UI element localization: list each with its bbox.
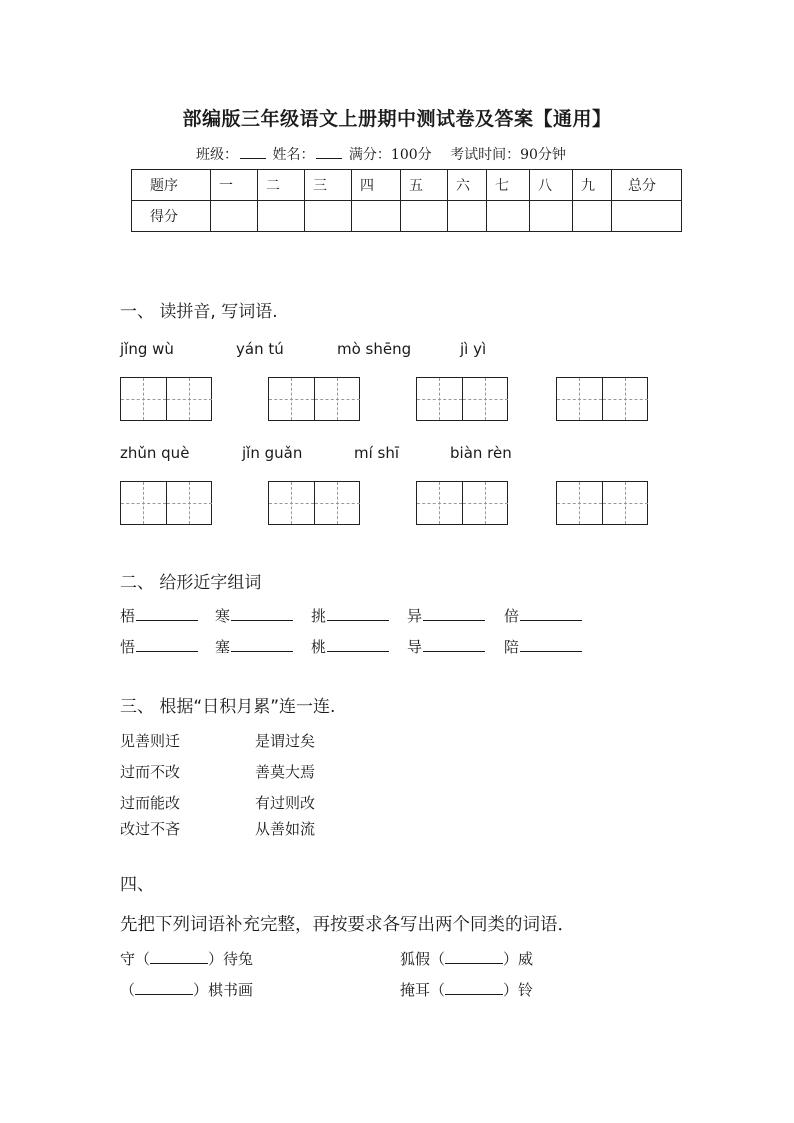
right-phrase[interactable]: 善莫大焉 [255,763,316,781]
right-phrase[interactable]: 从善如流 [255,820,316,838]
pinyin-label: jǐng wù [120,340,174,358]
fill-blank[interactable] [150,951,208,964]
score-cell[interactable] [258,201,305,232]
fill-blank[interactable] [445,951,503,964]
left-phrase[interactable]: 改过不吝 [120,820,181,838]
char-item: 导 [407,636,485,657]
fill-blank[interactable] [445,982,503,995]
score-cell[interactable] [487,201,530,232]
score-table [131,169,682,232]
char-item: 挑 [311,605,389,626]
score-header-cell: 二 [258,170,305,201]
score-header-cell: 八 [530,170,573,201]
name-label: 姓名： [272,147,315,163]
score-cell[interactable] [211,201,258,232]
full-score: 满分：100分 [348,147,432,163]
fill-blank[interactable] [135,982,193,995]
pinyin-label: mò shēng [337,340,412,358]
left-phrase[interactable]: 过而不改 [120,763,181,781]
char-item: 倍 [504,605,582,626]
class-blank[interactable] [240,146,266,159]
score-header-cell: 总分 [612,170,682,201]
score-cell[interactable] [352,201,401,232]
writing-grid[interactable] [268,377,360,421]
score-cell[interactable] [612,201,682,232]
left-phrase[interactable]: 见善则迁 [120,732,181,750]
section3-heading: 三、 根据“日积月累”连一连. [120,697,336,717]
char-item: 塞 [215,636,293,657]
answer-line[interactable] [520,606,582,621]
writing-grid[interactable] [416,481,508,525]
writing-grid[interactable] [416,377,508,421]
char-item: 异 [407,605,485,626]
right-phrase[interactable]: 有过则改 [255,794,316,812]
writing-grid[interactable] [120,377,212,421]
score-header-cell: 四 [352,170,401,201]
score-header-cell: 一 [211,170,258,201]
score-header-cell: 三 [305,170,352,201]
score-table-header-row [132,170,682,201]
score-header-cell: 题序 [132,170,211,201]
answer-line[interactable] [520,637,582,652]
pinyin-label: zhǔn què [120,444,190,462]
section4-instruction: 先把下列词语补充完整，再按要求各写出两个同类的词语． [120,915,575,935]
pinyin-label: mí shī [354,444,400,462]
exam-info [196,144,566,164]
pinyin-label: biàn rèn [450,444,512,462]
score-row-label: 得分 [132,201,211,232]
fill-item: （ ）棋书画 [120,981,254,999]
score-header-cell: 六 [448,170,487,201]
answer-line[interactable] [327,637,389,652]
score-cell[interactable] [401,201,448,232]
writing-grid[interactable] [120,481,212,525]
answer-line[interactable] [231,637,293,652]
class-label: 班级： [196,147,238,163]
answer-line[interactable] [136,637,198,652]
char-item: 陪 [504,636,582,657]
pinyin-label: jì yì [460,340,487,358]
right-phrase[interactable]: 是谓过矣 [255,732,316,750]
section1-heading: 一、 读拼音, 写词语. [120,302,278,322]
answer-line[interactable] [136,606,198,621]
answer-line[interactable] [423,637,485,652]
char-item: 梧 [120,605,198,626]
exam-time: 考试时间：90分钟 [450,147,566,163]
left-phrase[interactable]: 过而能改 [120,794,181,812]
name-blank[interactable] [316,146,342,159]
page-title: 部编版三年级语文上册期中测试卷及答案【通用】 [182,108,612,130]
score-cell[interactable] [530,201,573,232]
section4-heading: 四、 [120,875,154,895]
section2-heading: 二、 给形近字组词 [120,573,262,593]
fill-item: 狐假（ ）威 [400,950,534,968]
writing-grid[interactable] [556,481,648,525]
char-item: 寒 [215,605,293,626]
pinyin-label: jǐn guǎn [242,444,303,462]
writing-grid[interactable] [556,377,648,421]
char-item: 悟 [120,636,198,657]
writing-grid[interactable] [268,481,360,525]
answer-line[interactable] [231,606,293,621]
score-header-cell: 九 [573,170,612,201]
fill-item: 掩耳（ ）铃 [400,981,534,999]
score-table-score-row [132,201,682,232]
score-cell[interactable] [305,201,352,232]
pinyin-label: yán tú [236,340,284,358]
fill-item: 守（ ）待兔 [120,950,254,968]
score-cell[interactable] [573,201,612,232]
answer-line[interactable] [423,606,485,621]
char-item: 桃 [311,636,389,657]
score-cell[interactable] [448,201,487,232]
score-header-cell: 七 [487,170,530,201]
score-header-cell: 五 [401,170,448,201]
answer-line[interactable] [327,606,389,621]
